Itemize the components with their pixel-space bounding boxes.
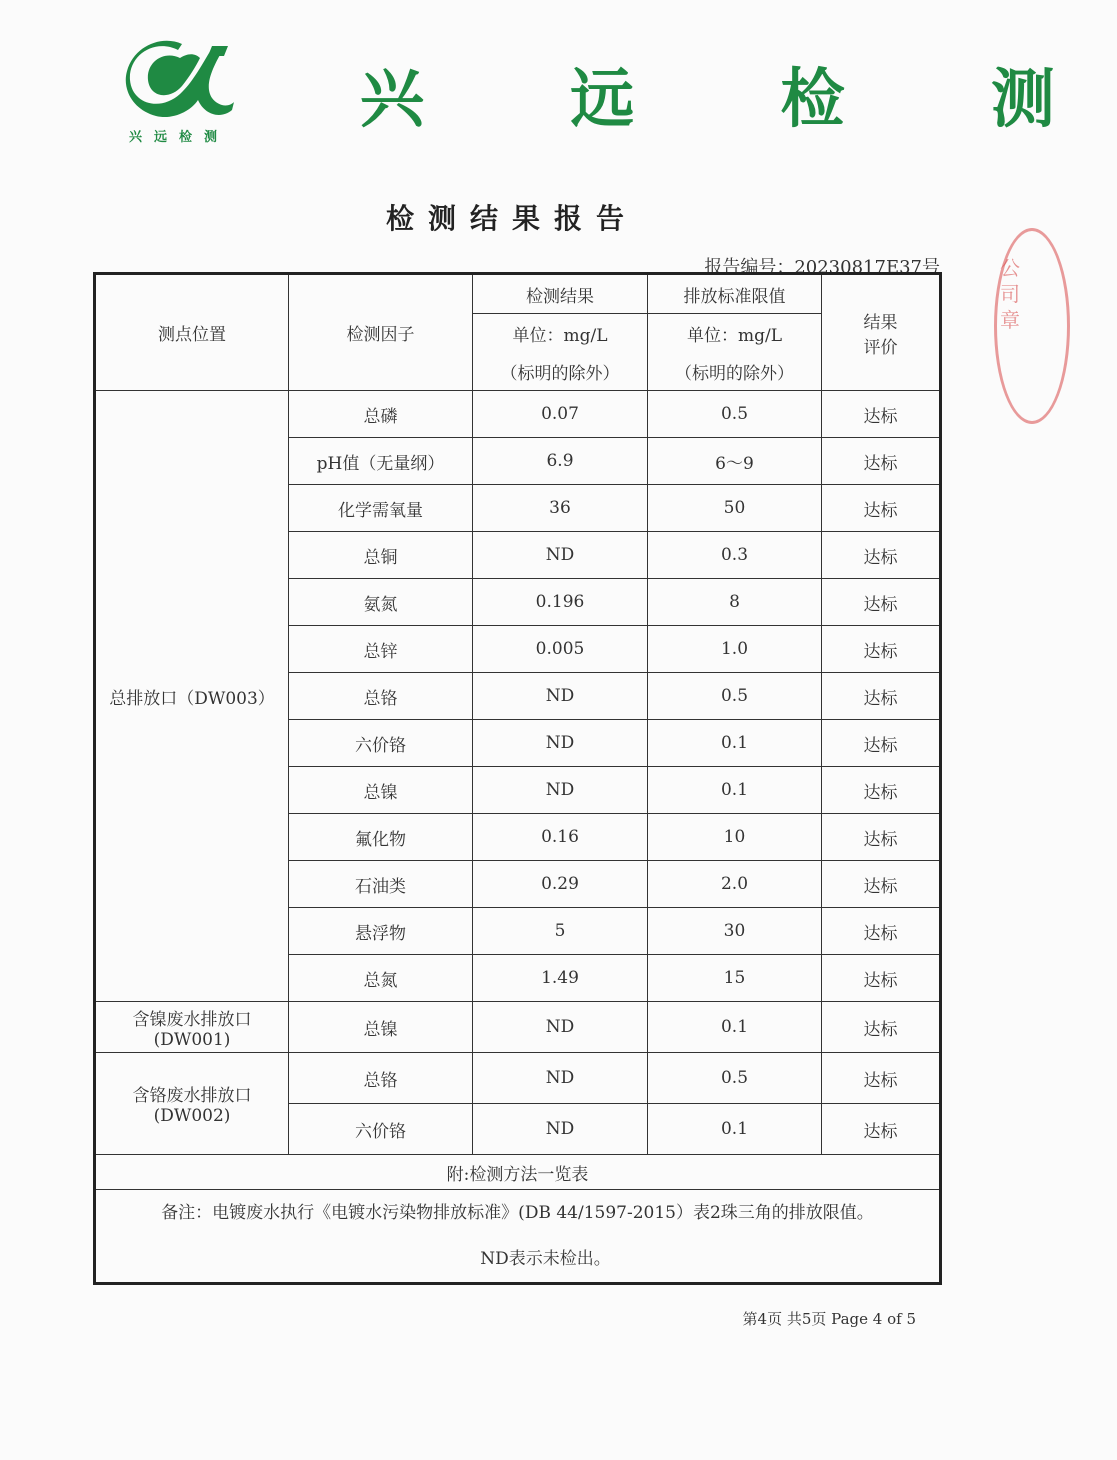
evaluation-cell: 达标 bbox=[822, 391, 941, 438]
limit-cell: 1.0 bbox=[648, 626, 822, 673]
location-name: 含镍废水排放口 bbox=[132, 1009, 252, 1030]
company-logo bbox=[120, 28, 240, 148]
page-number: 第4页 共5页 Page 4 of 5 bbox=[742, 1310, 916, 1328]
factor-cell: 总镍 bbox=[289, 767, 473, 814]
limit-cell: 30 bbox=[648, 908, 822, 955]
header-limit-unit: 单位：mg/L bbox=[648, 314, 822, 353]
page-title: 检测结果报告 bbox=[385, 202, 638, 235]
evaluation-cell: 达标 bbox=[822, 438, 941, 485]
result-cell: ND bbox=[473, 673, 648, 720]
evaluation-cell: 达标 bbox=[822, 579, 941, 626]
evaluation-cell: 达标 bbox=[822, 955, 941, 1002]
factor-cell: 悬浮物 bbox=[289, 908, 473, 955]
limit-cell: 0.1 bbox=[648, 767, 822, 814]
evaluation-cell: 达标 bbox=[822, 861, 941, 908]
result-cell: 6.9 bbox=[473, 438, 648, 485]
location-cell bbox=[95, 1053, 289, 1155]
location-name: 总排放口（DW003） bbox=[109, 688, 275, 709]
limit-cell: 15 bbox=[648, 955, 822, 1002]
evaluation-cell: 达标 bbox=[822, 908, 941, 955]
result-cell: 0.29 bbox=[473, 861, 648, 908]
factor-cell: 总锌 bbox=[289, 626, 473, 673]
limit-cell: 10 bbox=[648, 814, 822, 861]
header-result: 检测结果 bbox=[473, 274, 648, 314]
result-cell: ND bbox=[473, 767, 648, 814]
location-cell bbox=[95, 1002, 289, 1053]
header-location: 测点位置 bbox=[95, 274, 289, 391]
limit-cell: 6～9 bbox=[648, 438, 822, 485]
evaluation-cell: 达标 bbox=[822, 814, 941, 861]
limit-cell: 0.5 bbox=[648, 1053, 822, 1104]
result-cell: 0.16 bbox=[473, 814, 648, 861]
limit-cell: 50 bbox=[648, 485, 822, 532]
evaluation-cell: 达标 bbox=[822, 532, 941, 579]
factor-cell: 总磷 bbox=[289, 391, 473, 438]
factor-cell: 总镍 bbox=[289, 1002, 473, 1053]
header-limit: 排放标准限值 bbox=[648, 274, 822, 314]
limit-cell: 2.0 bbox=[648, 861, 822, 908]
table-row bbox=[95, 391, 941, 438]
note-row bbox=[95, 1190, 941, 1284]
result-cell: 0.196 bbox=[473, 579, 648, 626]
limit-cell: 0.5 bbox=[648, 673, 822, 720]
limit-cell: 0.1 bbox=[648, 720, 822, 767]
factor-cell: 总铜 bbox=[289, 532, 473, 579]
evaluation-cell: 达标 bbox=[822, 1053, 941, 1104]
evaluation-cell: 达标 bbox=[822, 485, 941, 532]
header-evaluation-line1: 结果 bbox=[863, 312, 898, 333]
appendix-text: 附:检测方法一览表 bbox=[95, 1155, 941, 1190]
factor-cell: 总氮 bbox=[289, 955, 473, 1002]
location-code: (DW002) bbox=[153, 1106, 231, 1126]
header-factor: 检测因子 bbox=[289, 274, 473, 391]
table-row bbox=[95, 1053, 941, 1104]
header-evaluation bbox=[822, 274, 941, 391]
factor-cell: 总铬 bbox=[289, 673, 473, 720]
result-cell: 36 bbox=[473, 485, 648, 532]
factor-cell: 氟化物 bbox=[289, 814, 473, 861]
note-cell bbox=[95, 1190, 941, 1284]
result-cell: ND bbox=[473, 1002, 648, 1053]
evaluation-cell: 达标 bbox=[822, 626, 941, 673]
report-number: 报告编号：20230817E37号 bbox=[704, 257, 940, 278]
evaluation-cell: 达标 bbox=[822, 720, 941, 767]
location-code: (DW001) bbox=[153, 1029, 231, 1050]
table-row bbox=[95, 1002, 941, 1053]
stamp-text: 公司 章 bbox=[1000, 256, 1020, 332]
appendix-row bbox=[95, 1155, 941, 1190]
logo-text: 兴远检测 bbox=[128, 130, 229, 145]
location-name: 含铬废水排放口 bbox=[132, 1086, 252, 1106]
evaluation-cell: 达标 bbox=[822, 1104, 941, 1155]
result-cell: ND bbox=[473, 1104, 648, 1155]
result-cell: 1.49 bbox=[473, 955, 648, 1002]
factor-cell: 石油类 bbox=[289, 861, 473, 908]
header-limit-unit-note: （标明的除外） bbox=[648, 352, 822, 391]
result-cell: ND bbox=[473, 720, 648, 767]
limit-cell: 0.1 bbox=[648, 1002, 822, 1053]
alpha-logo-icon bbox=[120, 28, 240, 128]
evaluation-cell: 达标 bbox=[822, 767, 941, 814]
factor-cell: 化学需氧量 bbox=[289, 485, 473, 532]
note-line1: 备注：电镀废水执行《电镀水污染物排放标准》(DB 44/1597-2015）表2珠三角的排放限值。 bbox=[161, 1203, 874, 1223]
limit-cell: 0.5 bbox=[648, 391, 822, 438]
header-row-1 bbox=[95, 274, 941, 314]
results-table bbox=[93, 272, 942, 1285]
factor-cell: 六价铬 bbox=[289, 720, 473, 767]
factor-cell: 氨氮 bbox=[289, 579, 473, 626]
result-cell: 0.07 bbox=[473, 391, 648, 438]
header-result-unit: 单位：mg/L bbox=[473, 314, 648, 353]
evaluation-cell: 达标 bbox=[822, 1002, 941, 1053]
brand-name: 兴 远 检 测 bbox=[360, 63, 1117, 137]
result-cell: 0.005 bbox=[473, 626, 648, 673]
location-cell bbox=[95, 391, 289, 1002]
limit-cell: 0.1 bbox=[648, 1104, 822, 1155]
result-cell: ND bbox=[473, 1053, 648, 1104]
limit-cell: 8 bbox=[648, 579, 822, 626]
result-cell: ND bbox=[473, 532, 648, 579]
header-result-unit-note: （标明的除外） bbox=[473, 352, 648, 391]
factor-cell: 总铬 bbox=[289, 1053, 473, 1104]
evaluation-cell: 达标 bbox=[822, 673, 941, 720]
note-line2: ND表示未检出。 bbox=[480, 1249, 611, 1269]
factor-cell: 六价铬 bbox=[289, 1104, 473, 1155]
factor-cell: pH值（无量纲） bbox=[289, 438, 473, 485]
result-cell: 5 bbox=[473, 908, 648, 955]
header-evaluation-line2: 评价 bbox=[863, 337, 898, 358]
limit-cell: 0.3 bbox=[648, 532, 822, 579]
